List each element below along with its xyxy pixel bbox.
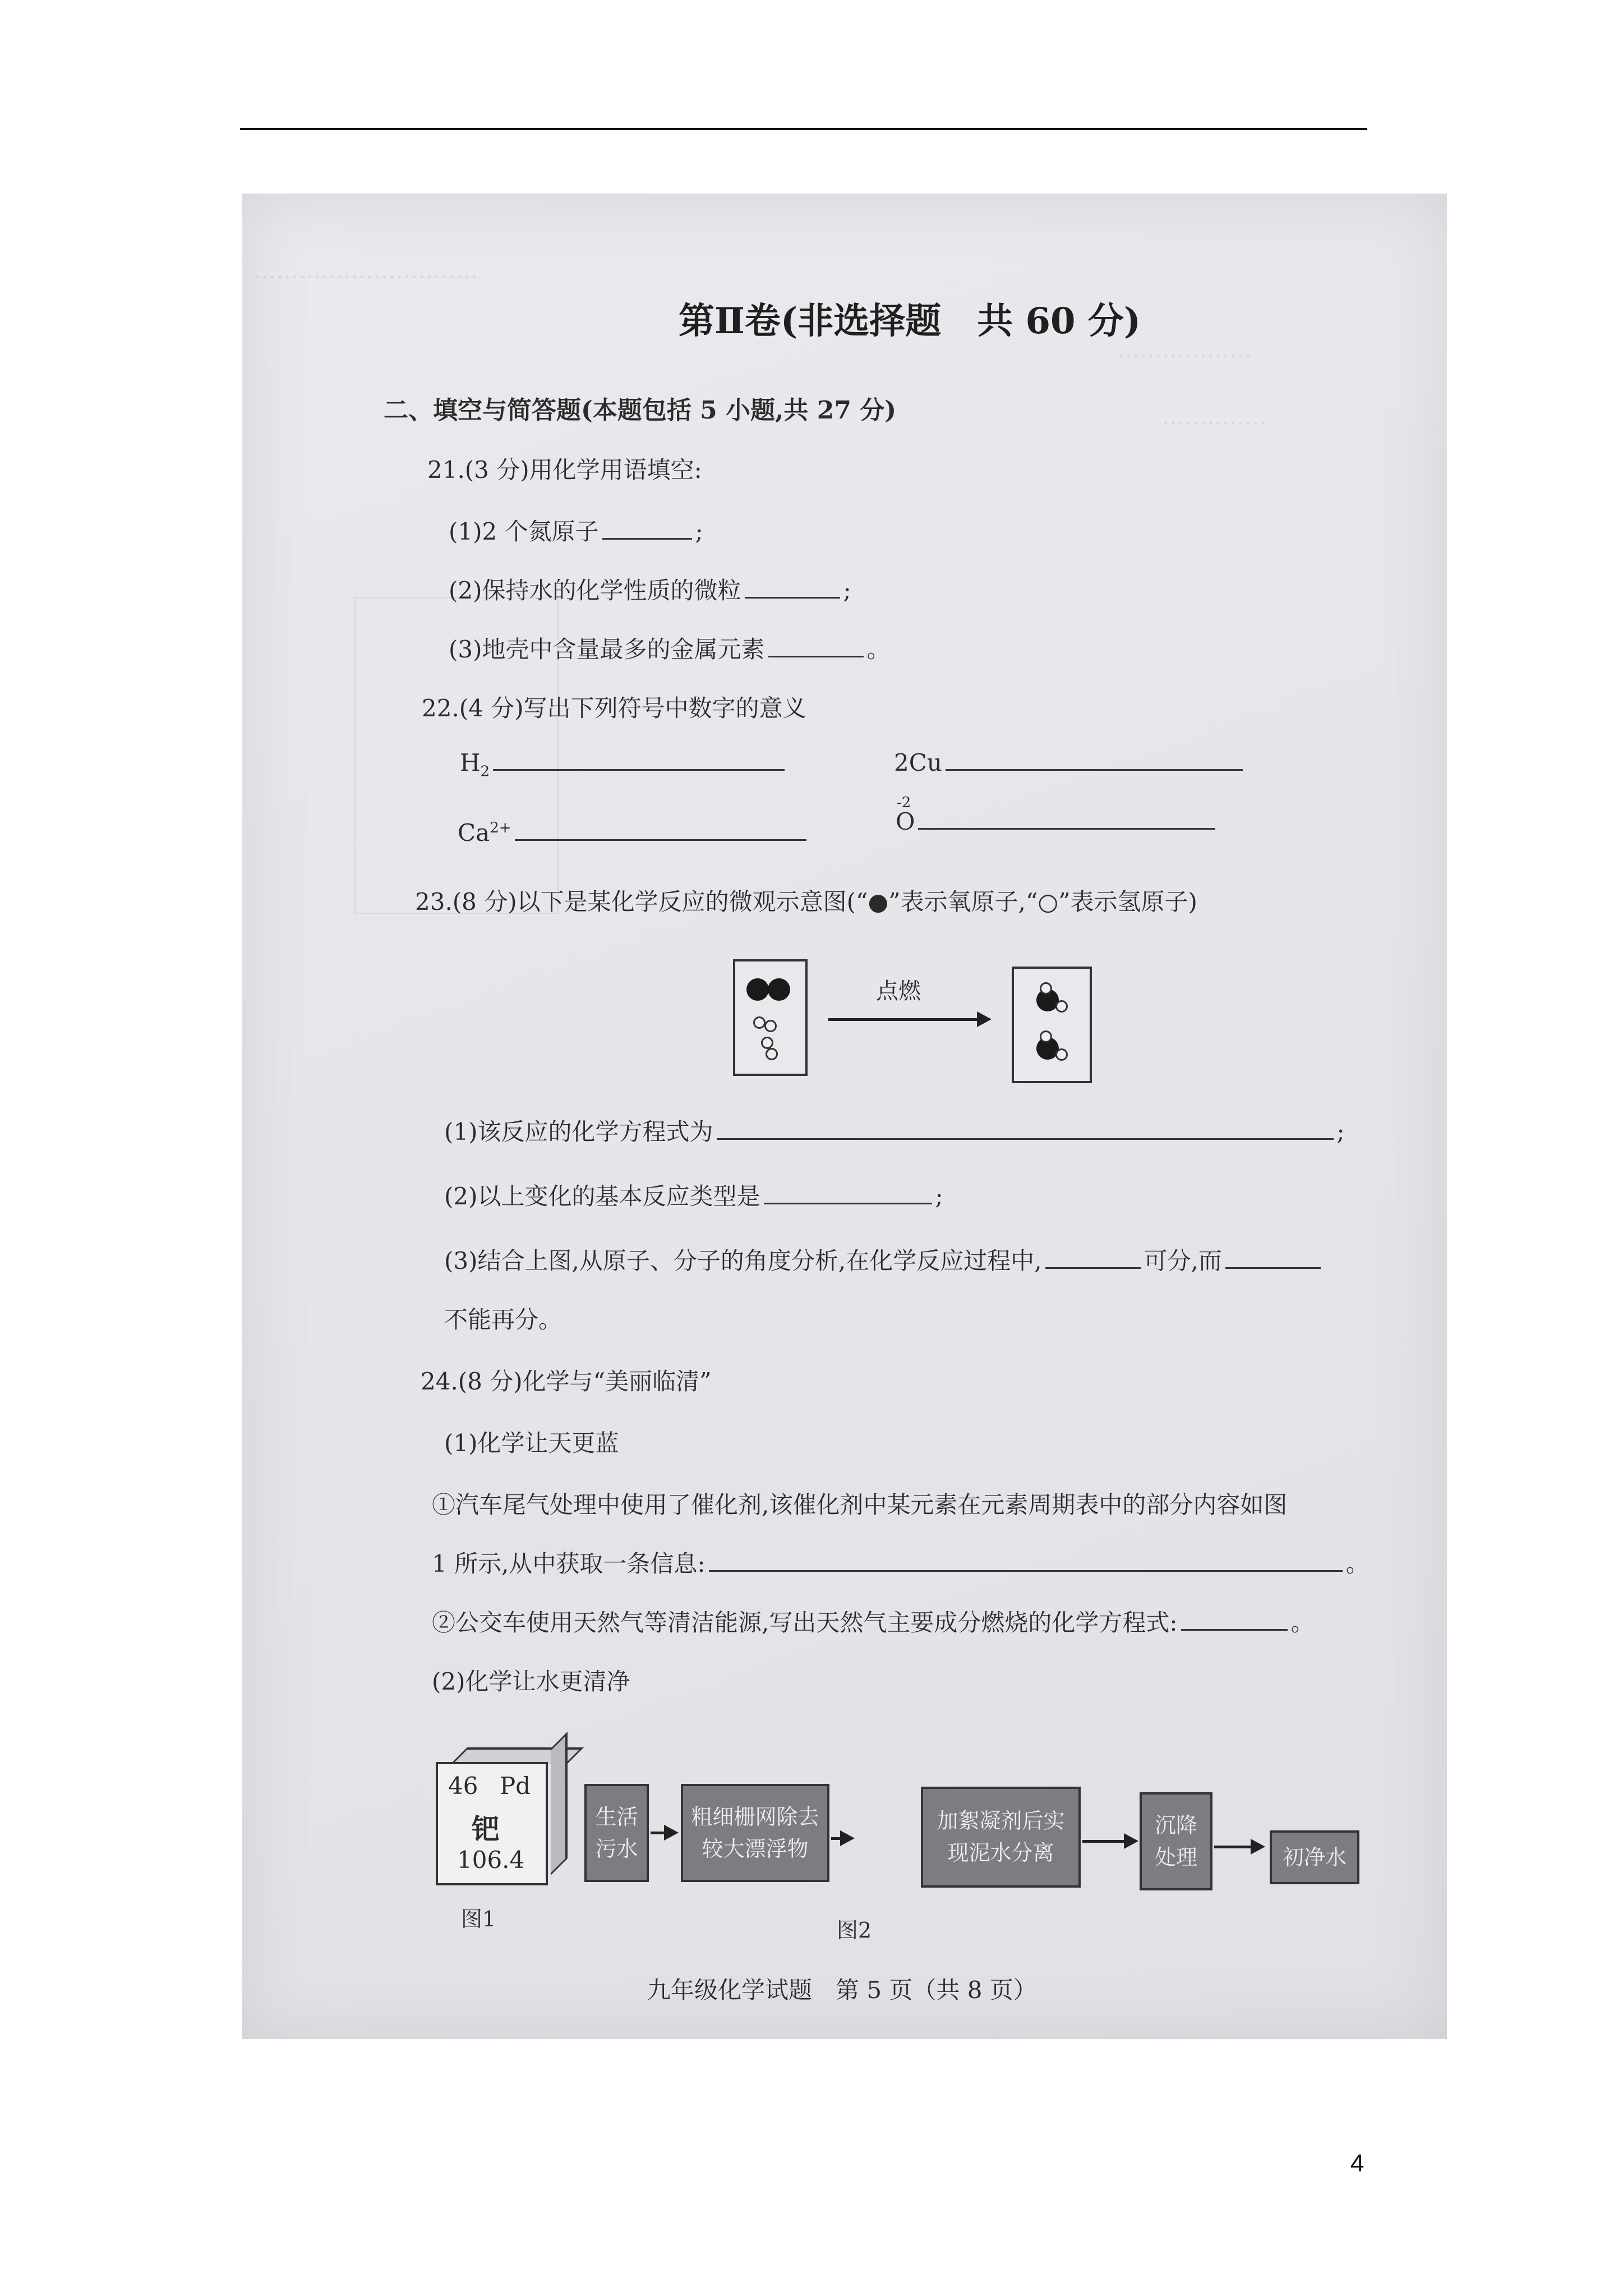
flow-step-clean-water: 初净水 bbox=[1270, 1830, 1359, 1884]
q24-item2: ②公交车使用天然气等清洁能源,写出天然气主要成分燃烧的化学方程式: 。 bbox=[432, 1609, 1315, 1636]
q23-part2: (2)以上变化的基本反应类型是 ; bbox=[444, 1182, 943, 1210]
header-rule bbox=[240, 128, 1367, 130]
q23-part3-end: 不能再分。 bbox=[444, 1306, 562, 1333]
q24-item1-line2: 1 所示,从中获取一条信息: 。 bbox=[432, 1550, 1370, 1577]
q24-stem: 24.(8 分)化学与“美丽临清” bbox=[421, 1368, 712, 1395]
q24-sub2: (2)化学让水更清净 bbox=[432, 1668, 630, 1695]
q22-stem: 22.(4 分)写出下列符号中数字的意义 bbox=[422, 694, 806, 722]
arrow-head-icon bbox=[840, 1830, 855, 1846]
hydrogen-atom-icon bbox=[1040, 1030, 1052, 1043]
oxygen-atom-icon bbox=[768, 978, 790, 1001]
reactants-box bbox=[733, 959, 808, 1076]
flow-arrow bbox=[1214, 1846, 1253, 1848]
page-number: 4 bbox=[1350, 2150, 1364, 2177]
arrow-head-icon bbox=[1124, 1833, 1138, 1849]
figure2-caption: 图2 bbox=[837, 1918, 872, 1943]
q22-ca: $Ca^{2+}$ bbox=[458, 819, 810, 846]
page-footer: 九年级化学试题 第 5 页（共 8 页） bbox=[647, 1976, 1037, 2004]
flow-step-settling: 沉降 处理 bbox=[1140, 1792, 1212, 1890]
q22-h2: $H_2$ bbox=[460, 749, 788, 780]
q22-o: -2 O bbox=[896, 808, 1219, 835]
section-title: 第Ⅱ卷(非选择题 共 60 分) bbox=[679, 300, 1141, 342]
q21-item1: (1)2 个氮原子 ; bbox=[449, 518, 703, 545]
q23-part1: (1)该反应的化学方程式为 ; bbox=[444, 1118, 1345, 1145]
hydrogen-atom-icon bbox=[1055, 1048, 1068, 1061]
flow-step-flocculation: 加絮凝剂后实 现泥水分离 bbox=[921, 1787, 1081, 1888]
part-heading: 二、填空与简答题(本题包括 5 小题,共 27 分) bbox=[384, 396, 897, 425]
hydrogen-atom-icon bbox=[753, 1016, 766, 1029]
q24-item1-line1: ①汽车尾气处理中使用了催化剂,该催化剂中某元素在元素周期表中的部分内容如图 bbox=[432, 1491, 1288, 1519]
q22-cu: 2Cu bbox=[894, 749, 1246, 776]
hydrogen-atom-icon bbox=[1040, 982, 1052, 995]
hydrogen-atom-icon bbox=[764, 1020, 777, 1032]
q23-part3: (3)结合上图,从原子、分子的角度分析,在化学反应过程中, 可分,而 bbox=[444, 1243, 1324, 1276]
flow-step-screening: 粗细栅网除去 较大漂浮物 bbox=[681, 1784, 829, 1882]
products-box bbox=[1012, 967, 1092, 1083]
hydrogen-atom-icon bbox=[1055, 1000, 1068, 1013]
hydrogen-atom-icon bbox=[761, 1037, 773, 1049]
flow-arrow bbox=[1082, 1840, 1127, 1843]
element-tile bbox=[436, 1747, 565, 1888]
oxygen-atom-icon bbox=[746, 978, 769, 1001]
q21-item3: (3)地壳中含量最多的金属元素 。 bbox=[449, 636, 891, 663]
arrow-head-icon bbox=[977, 1011, 992, 1027]
atomic-mass: 106.4 bbox=[457, 1846, 525, 1874]
reaction-arrow bbox=[828, 1018, 980, 1021]
q24-sub1: (1)化学让天更蓝 bbox=[444, 1429, 619, 1457]
atomic-number: 46 bbox=[448, 1772, 478, 1800]
hydrogen-atom-icon bbox=[766, 1048, 778, 1060]
q23-stem: 23.(8 分)以下是某化学反应的微观示意图(“●”表示氧原子,“○”表示氢原子) bbox=[415, 888, 1197, 915]
arrow-label: 点燃 bbox=[876, 978, 921, 1004]
q21-item2: (2)保持水的化学性质的微粒 ; bbox=[449, 577, 851, 604]
arrow-head-icon bbox=[1251, 1839, 1265, 1855]
element-symbol: Pd bbox=[500, 1772, 531, 1800]
element-name: 钯 bbox=[472, 1812, 500, 1846]
flow-step-sewage: 生活 污水 bbox=[584, 1784, 649, 1882]
arrow-head-icon bbox=[664, 1825, 679, 1841]
figure1-caption: 图1 bbox=[461, 1907, 496, 1931]
q21-stem: 21.(3 分)用化学用语填空: bbox=[427, 456, 702, 484]
exam-photo: ‥‥‥‥‥‥‥‥‥‥‥‥‥‥‥ ‥‥‥‥‥‥‥‥‥ ‥‥‥‥‥‥‥ 第Ⅱ卷(非选择题 共 60 分) 二、填空与简答题(本题包括 5 小题,共 27 分) 21.(3 分)用化学用语填空: (1)2 个氮原子 ; (2)保持水的化学性质的微粒 ; (3)地壳中含量最多的金属元素 。 22.(4 分)写出下列符号中数字的意义 $H_2$ 2Cu $Ca^{2+}$ -2 O 23.(8 分)以下是某化学反应的微观示意图(“●”表示氧原子,“○”表示氢原子) 点燃 (1)该反应的化学方程式为 ; (2)以上变化的基本反应类型是 ; (3)结合上图,从原子、分子的角度分析,在化学反应过程中, 可分,而 不能再分。 24.(8 分)化学与“美丽临清” (1)化学让天更蓝 ①汽车尾气处理中使用了催化剂,该催化剂中某元素在元素周期表中的部分内容如图 1 所示,从中获取一条信息: 。 ②公交车使用天然气等清洁能源,写出天然气主要成分燃烧的化学方程式: 。 (2)化学让水更清净 46 Pd 钯 106.4 图1 生活 污水 粗细栅网除去 较大漂浮物 加絮凝剂后实 现泥水分离 沉降 处理 初净水 图2 九年级化学试题 第 5 页（共 8 页） bbox=[242, 194, 1447, 2039]
